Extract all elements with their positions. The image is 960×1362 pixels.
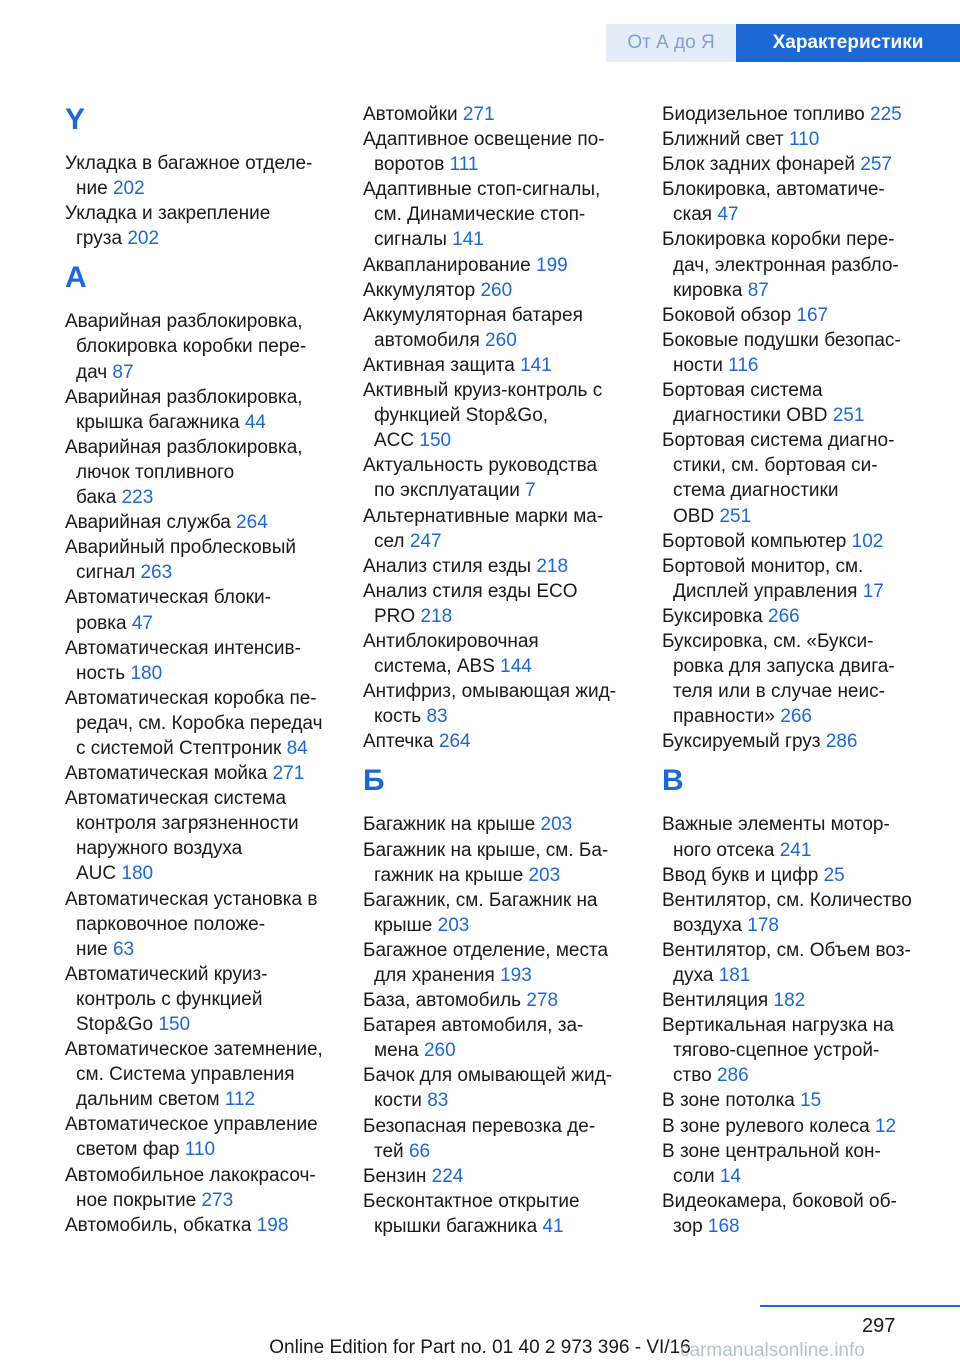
index-entry — [363, 353, 638, 378]
index-entry — [662, 227, 952, 302]
entry-text: Анализ стиля езды — [363, 555, 532, 577]
index-entry — [363, 253, 638, 278]
index-entry — [65, 1163, 340, 1213]
page-link[interactable]: 84 — [286, 737, 308, 759]
entry-text: крышка багажника — [76, 411, 240, 433]
page-link[interactable]: 14 — [719, 1165, 741, 1187]
entry-text: Бортовой компьютер — [662, 530, 847, 552]
entry-text: Важные элементы мотор- — [662, 814, 890, 836]
page-link[interactable]: 251 — [719, 505, 752, 527]
entry-text: тягово-сцепное устрой- — [673, 1040, 880, 1062]
entry-text: Адаптивные стоп-сигналы, — [363, 179, 601, 201]
page-link[interactable]: 47 — [131, 612, 153, 634]
entry-text: Аварийный проблесковый — [65, 537, 297, 559]
entry-text: ность — [76, 662, 126, 684]
index-entry — [662, 303, 952, 328]
index-entry — [662, 1189, 952, 1239]
entry-text: соли — [673, 1165, 715, 1187]
index-entry — [662, 1139, 952, 1189]
entry-text: ние — [76, 178, 108, 200]
page-link[interactable]: 264 — [438, 731, 471, 753]
entry-text: ровка — [76, 612, 127, 634]
entry-text: по эксплуатации — [374, 480, 520, 502]
page-link[interactable]: 144 — [500, 656, 532, 678]
page-link[interactable]: 182 — [773, 990, 806, 1012]
page-link[interactable]: 224 — [431, 1165, 464, 1187]
page-link[interactable]: 198 — [256, 1214, 289, 1236]
entry-text: Багажник, см. Багажник на — [363, 889, 598, 911]
entry-text: Багажник на крыше — [363, 814, 536, 836]
entry-text: Буксируемый груз — [662, 731, 821, 753]
entry-text: функцией Stop&Go, — [374, 405, 549, 427]
page-link[interactable]: 199 — [536, 254, 568, 276]
page-link[interactable]: 110 — [788, 129, 820, 151]
index-entry — [363, 938, 638, 988]
entry-text: наружного воздуха — [76, 838, 243, 860]
page-link[interactable]: 112 — [224, 1089, 256, 1111]
index-entry — [65, 1112, 340, 1162]
page-link[interactable]: 218 — [420, 605, 453, 627]
index-entry — [662, 102, 952, 127]
index-entry — [662, 554, 952, 604]
entry-text: Буксировка — [662, 605, 763, 627]
index-entry — [65, 786, 340, 886]
page-link[interactable]: 180 — [130, 662, 163, 684]
entry-text: Автоматическое затемнение, — [65, 1039, 323, 1061]
entry-text: Автоматическая блоки- — [65, 587, 271, 609]
page-link[interactable]: 257 — [860, 154, 892, 176]
index-entry — [363, 102, 638, 127]
page-link[interactable]: 44 — [244, 411, 266, 433]
entry-text: Активная защита — [363, 354, 515, 376]
entry-text: ное покрытие — [76, 1189, 197, 1211]
index-entry — [662, 1114, 952, 1139]
index-entry — [65, 1213, 340, 1238]
entry-text: ние — [76, 938, 108, 960]
entry-text: Боковой обзор — [662, 304, 792, 326]
index-entry — [65, 887, 340, 962]
entry-text: Автомобильное лакокрасоч- — [65, 1164, 316, 1186]
index-entry — [363, 812, 638, 837]
entry-text: мена — [374, 1040, 419, 1062]
index-entry — [662, 812, 952, 862]
index-entry — [662, 428, 952, 528]
page-link[interactable]: 17 — [862, 580, 884, 602]
entry-text: для хранения — [374, 965, 495, 986]
index-entry — [662, 863, 952, 888]
page-link[interactable]: 87 — [747, 279, 769, 301]
entry-text: ровка для запуска двига- — [673, 656, 895, 678]
entry-text: Аварийная служба — [65, 512, 231, 534]
entry-text: Автоматическая система — [65, 788, 287, 810]
page-link[interactable]: 102 — [851, 530, 884, 552]
entry-text: Автоматическая мойка — [65, 763, 268, 785]
page-link[interactable]: 181 — [718, 965, 751, 986]
entry-text: Аварийная разблокировка, — [65, 436, 303, 458]
entry-text: Адаптивное освещение по- — [363, 129, 605, 151]
index-entry — [662, 729, 952, 754]
index-entry — [363, 378, 638, 453]
index-entry — [662, 152, 952, 177]
page-link[interactable]: 271 — [462, 104, 495, 125]
page-link[interactable]: 193 — [500, 965, 532, 986]
entry-text: Дисплей управления — [673, 580, 858, 602]
index-entry — [65, 385, 340, 435]
entry-text: Бензин — [363, 1165, 427, 1187]
page-number: 297 — [862, 1315, 896, 1337]
entry-text: Биодизельное топливо — [662, 104, 865, 125]
index-entry — [363, 679, 638, 729]
entry-text: Бесконтактное открытие — [363, 1190, 580, 1212]
entry-text: Антиблокировочная — [363, 630, 539, 652]
section-letter: В — [662, 764, 684, 798]
entry-text: см. Система управления — [76, 1064, 295, 1086]
entry-text: редач, см. Коробка передач — [76, 712, 323, 734]
index-entry — [363, 127, 638, 177]
index-entry — [65, 1037, 340, 1112]
entry-text: Бортовая система диагно- — [662, 430, 895, 452]
index-entry — [65, 151, 340, 201]
entry-text: Вентиляция — [662, 990, 769, 1012]
page-link[interactable]: 286 — [825, 731, 858, 753]
entry-text: ство — [673, 1065, 712, 1087]
page-link[interactable]: 63 — [112, 938, 135, 960]
index-entry — [363, 303, 638, 353]
page-link[interactable]: 271 — [272, 763, 305, 785]
entry-text: Вентилятор, см. Количество — [662, 889, 912, 911]
page-link[interactable]: 264 — [236, 512, 268, 534]
entry-text: воротов — [374, 154, 445, 176]
entry-text: Багажное отделение, места — [363, 939, 609, 961]
page-link[interactable]: 202 — [127, 228, 160, 250]
entry-text: В зоне потолка — [662, 1090, 795, 1112]
entry-text: груза — [76, 228, 123, 250]
page-link[interactable]: 168 — [707, 1215, 740, 1237]
page-link[interactable]: 15 — [800, 1090, 822, 1112]
page-link[interactable]: 202 — [112, 178, 145, 200]
index-entry — [662, 127, 952, 152]
entry-text: см. Динамические стоп- — [374, 204, 586, 226]
index-entry — [363, 1114, 638, 1164]
entry-text: Автоматическая установка в — [65, 888, 318, 910]
page-link[interactable]: 286 — [716, 1065, 749, 1087]
index-entry — [363, 888, 638, 938]
entry-text: дальним светом — [76, 1089, 220, 1111]
index-entry — [363, 1164, 638, 1189]
entry-text: AUC — [76, 863, 117, 885]
index-entry — [65, 201, 340, 251]
entry-text: светом фар — [76, 1139, 180, 1161]
index-entry — [662, 1013, 952, 1088]
index-entry — [65, 435, 340, 510]
entry-text: контроль с функцией — [76, 988, 263, 1010]
entry-text: Блокировка, автоматиче- — [662, 179, 885, 201]
edition-footer: Online Edition for Part no. 01 40 2 973 396 - VI/16 — [269, 1337, 691, 1358]
page-link[interactable]: 87 — [112, 361, 134, 383]
entry-text: ACC — [374, 430, 415, 452]
page-link[interactable]: 260 — [423, 1040, 456, 1062]
index-entry — [662, 604, 952, 629]
index-entry — [363, 1063, 638, 1113]
entry-text: контроля загрязненности — [76, 813, 299, 835]
entry-text: Укладка в багажное отделе- — [65, 153, 313, 174]
index-entry — [363, 629, 638, 679]
index-entry — [65, 585, 340, 635]
entry-text: Аквапланирование — [363, 254, 531, 276]
index-column-2 — [363, 102, 638, 1239]
index-entry — [662, 888, 952, 938]
entry-text: лючок топливного — [76, 461, 235, 483]
page-link[interactable]: 12 — [874, 1115, 897, 1137]
index-column-3 — [662, 102, 952, 1239]
entry-text: OBD — [673, 505, 715, 527]
page-link[interactable]: 180 — [121, 863, 154, 885]
section-letter: Y — [65, 103, 86, 136]
page-link[interactable]: 111 — [449, 154, 479, 176]
entry-text: Аварийная разблокировка, — [65, 386, 303, 408]
index-entry — [65, 510, 340, 535]
index-entry — [363, 177, 638, 252]
page-link[interactable]: 203 — [437, 914, 470, 936]
entry-text: Боковые подушки безопас- — [662, 329, 901, 351]
entry-text: блокировка коробки пере- — [76, 336, 307, 358]
index-entry — [662, 529, 952, 554]
page-link[interactable]: 273 — [201, 1189, 234, 1211]
page-link[interactable]: 150 — [419, 430, 452, 452]
page-link[interactable]: 178 — [747, 914, 779, 936]
index-entry — [363, 1189, 638, 1239]
entry-text: с системой Стептроник — [76, 737, 282, 759]
page-link[interactable]: 141 — [452, 229, 484, 251]
index-entry — [65, 636, 340, 686]
entry-text: парковочное положе- — [76, 913, 266, 935]
entry-text: Буксировка, см. «Букси- — [662, 630, 874, 652]
entry-text: теля или в случае неис- — [673, 681, 885, 703]
index-entry — [65, 309, 340, 384]
entry-text: Автоматическое управление — [65, 1114, 318, 1136]
entry-text: зор — [673, 1215, 703, 1237]
entry-text: Автоматическая интенсив- — [65, 637, 301, 659]
page-link[interactable]: 116 — [728, 354, 759, 376]
entry-text: Актуальность руководства — [363, 455, 598, 477]
page-link[interactable]: 223 — [121, 487, 154, 509]
section-tab[interactable]: От А до Я — [606, 24, 736, 62]
index-entry — [363, 729, 638, 754]
entry-text: Автомойки — [363, 104, 458, 125]
page-link[interactable]: 260 — [480, 279, 513, 301]
index-entry — [662, 629, 952, 729]
index-entry — [363, 554, 638, 579]
entry-text: Альтернативные марки ма- — [363, 505, 604, 527]
entry-text: сигналы — [374, 229, 447, 251]
page-link[interactable]: 167 — [796, 304, 829, 326]
entry-text: дач — [76, 361, 108, 383]
entry-text: кости — [374, 1090, 422, 1112]
page-link[interactable]: 278 — [526, 990, 559, 1012]
entry-text: Бачок для омывающей жид- — [363, 1065, 613, 1087]
index-entry — [65, 962, 340, 1037]
page-link[interactable]: 203 — [528, 864, 561, 886]
entry-text: Аккумуляторная батарея — [363, 304, 583, 326]
entry-text: стики, см. бортовая си- — [673, 455, 878, 477]
page-link[interactable]: 266 — [768, 605, 800, 627]
entry-text: Бортовой монитор, см. — [662, 555, 864, 577]
entry-text: Безопасная перевозка де- — [363, 1115, 596, 1137]
page-link[interactable]: 83 — [427, 1090, 449, 1112]
entry-text: Автоматический круиз- — [65, 963, 268, 985]
entry-text: Автомобиль, обкатка — [65, 1214, 252, 1236]
entry-text: крыше — [374, 914, 433, 936]
entry-text: Анализ стиля езды ECO — [363, 580, 578, 602]
footer-rule — [760, 1305, 960, 1307]
page-header — [0, 0, 960, 62]
entry-text: кость — [374, 706, 422, 728]
entry-text: сигнал — [76, 562, 136, 584]
entry-text: Вертикальная нагрузка на — [662, 1015, 894, 1037]
entry-text: диагностики OBD — [673, 405, 828, 427]
page-link[interactable]: 247 — [409, 530, 442, 552]
index-entry — [363, 278, 638, 303]
entry-text: Батарея автомобиля, за- — [363, 1015, 584, 1037]
entry-text: ская — [673, 204, 713, 226]
entry-text: гажник на крыше — [374, 864, 524, 886]
index-entry — [662, 378, 952, 428]
page-link[interactable]: 218 — [536, 555, 569, 577]
entry-text: система, ABS — [374, 656, 495, 678]
entry-text: PRO — [374, 605, 416, 627]
entry-text: стема диагностики — [673, 480, 839, 502]
entry-text: Вентилятор, см. Объем воз- — [662, 939, 911, 961]
page-link[interactable]: 141 — [520, 354, 552, 376]
entry-text: В зоне центральной кон- — [662, 1140, 881, 1162]
entry-text: Бортовая система — [662, 380, 823, 402]
page-link[interactable]: 110 — [184, 1139, 216, 1161]
entry-text: База, автомобиль — [363, 990, 522, 1012]
page-link[interactable]: 83 — [426, 706, 448, 728]
entry-text: Аккумулятор — [363, 279, 476, 301]
page-link[interactable]: 203 — [540, 814, 573, 836]
entry-text: Аварийная разблокировка, — [65, 311, 303, 333]
entry-text: Автоматическая коробка пе- — [65, 687, 317, 709]
index-entry — [662, 328, 952, 378]
entry-text: Stop&Go — [76, 1014, 154, 1035]
page-link[interactable]: 25 — [823, 864, 845, 886]
entry-text: ности — [673, 354, 723, 376]
page-link[interactable]: 266 — [780, 706, 812, 728]
entry-text: Ввод букв и цифр — [662, 864, 819, 886]
entry-text: В зоне рулевого колеса — [662, 1115, 870, 1137]
index-entry — [363, 988, 638, 1013]
entry-text: воздуха — [673, 914, 742, 936]
entry-text: автомобиля — [374, 329, 480, 351]
section-letter: Б — [363, 764, 385, 798]
entry-text: Блокировка коробки пере- — [662, 229, 895, 251]
entry-text: Аптечка — [363, 731, 434, 753]
index-entry — [662, 988, 952, 1013]
page-link[interactable]: 150 — [158, 1014, 191, 1035]
watermark: carmanualsonline.info — [680, 1340, 865, 1361]
index-entry — [662, 938, 952, 988]
page-link[interactable]: 251 — [832, 405, 865, 427]
index-entry — [363, 838, 638, 888]
entry-text: Ближний свет — [662, 129, 784, 151]
index-entry — [363, 504, 638, 554]
page-link[interactable]: 66 — [408, 1140, 431, 1162]
page-link[interactable]: 263 — [140, 562, 173, 584]
entry-text: тей — [374, 1140, 404, 1162]
index-column-1 — [65, 102, 340, 1238]
entry-text: Укладка и закрепление — [65, 203, 271, 225]
entry-text: Багажник на крыше, см. Ба- — [363, 839, 609, 861]
entry-text: Активный круиз-контроль с — [363, 380, 603, 402]
index-entry — [363, 1013, 638, 1063]
entry-text: духа — [673, 965, 714, 986]
page-link[interactable]: 47 — [717, 204, 739, 226]
chapter-tab[interactable]: Характеристики — [736, 24, 960, 62]
entry-text: Видеокамера, боковой об- — [662, 1190, 897, 1212]
section-letter: А — [65, 261, 87, 295]
page-link[interactable]: 260 — [485, 329, 517, 351]
index-entry — [662, 177, 952, 227]
page-link[interactable]: 241 — [779, 839, 812, 861]
index-entry — [363, 579, 638, 629]
entry-text: бака — [76, 487, 117, 509]
index-entry — [65, 686, 340, 761]
index-entry — [65, 761, 340, 786]
page-link[interactable]: 41 — [542, 1215, 564, 1237]
page-link[interactable]: 7 — [525, 480, 536, 502]
entry-text: кировка — [673, 279, 743, 301]
index-entry — [65, 535, 340, 585]
entry-text: Антифриз, омывающая жид- — [363, 681, 617, 703]
entry-text: ного отсека — [673, 839, 775, 861]
index-entry — [662, 1088, 952, 1113]
page-link[interactable]: 225 — [870, 104, 902, 125]
entry-text: Блок задних фонарей — [662, 154, 855, 176]
entry-text: крышки багажника — [374, 1215, 538, 1237]
entry-text: сел — [374, 530, 405, 552]
entry-text: правности» — [673, 706, 775, 728]
entry-text: дач, электронная разбло- — [673, 254, 899, 276]
index-entry — [363, 453, 638, 503]
